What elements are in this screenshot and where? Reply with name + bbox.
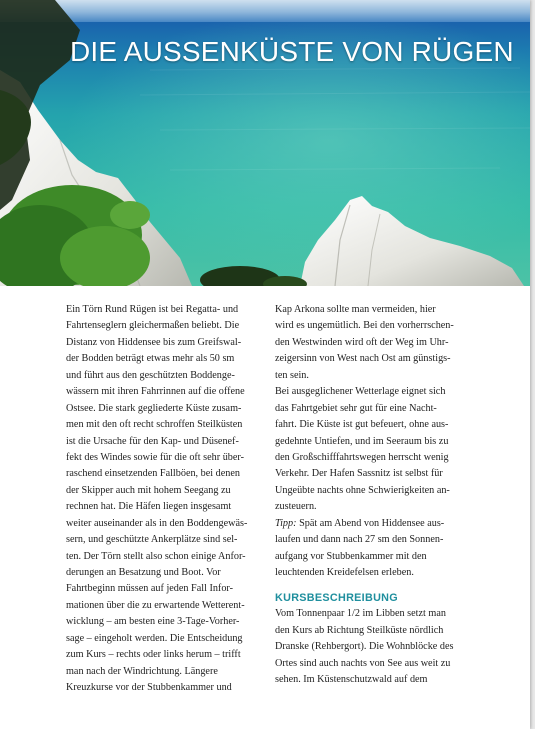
page-title: DIE AUSSENKÜSTE VON RÜGEN <box>70 36 514 67</box>
tip-line: aufgang vor Stubbenkammer mit den <box>275 550 427 562</box>
text-line: den Großschifffahrtswegen herrscht wenig <box>275 451 449 463</box>
text-line: Dranske (Rehbergort). Die Wohnblöcke des <box>275 641 454 653</box>
text-line: fahrt. Die Küste ist gut befeuert, ohne aus- <box>275 419 449 431</box>
article-column-left <box>66 302 266 697</box>
text-line: Ortes sind auch nachts von See aus weit zu <box>275 657 451 669</box>
text-line: zum Kurs – rechts oder links herum – trifft <box>66 649 241 661</box>
text-line: Verkehr. Der Hafen Sassnitz ist selbst für <box>275 468 443 480</box>
article-column-right <box>275 302 475 689</box>
text-line: raschend einsetzenden Fallböen, bei denen <box>66 468 240 480</box>
text-line: zusteuern. <box>275 501 317 513</box>
text-line: man nach der Windrichtung. Längere <box>66 665 218 677</box>
text-line: weiter auseinander als in den Boddengewäs- <box>66 517 248 529</box>
text-line: ten. Der Törn stellt also schon einige Anfor- <box>66 550 246 562</box>
text-line: Ungeübte nachts ohne Schwierigkeiten an- <box>275 484 450 496</box>
text-line: sern, und geschützte Ankerplätze sind sel- <box>66 534 238 546</box>
tip-label: Tipp: <box>275 517 297 529</box>
text-line: wicklung – am besten eine 3-Tage-Vorher- <box>66 616 240 628</box>
tip-line: laufen und dann nach 27 sm den Sonnen- <box>275 534 444 546</box>
text-line: gedehnte Untiefen, und im Seeraum bis zu <box>275 435 449 447</box>
text-line: ist die Ursache für den Kap- und Düsenef- <box>66 435 239 447</box>
text-line: Bei ausgeglichener Wetterlage eignet sich <box>275 386 446 398</box>
hero-photo <box>0 0 530 286</box>
text-line: Fahrtbeginn müssen auf jeden Fall Infor- <box>66 583 233 595</box>
text-line: men mit den oft recht schroffen Steilküsten <box>66 419 243 431</box>
text-line: fekt des Windes sowie für die oft sehr über- <box>66 451 244 463</box>
text-line: Ostsee. Die stark gegliederte Küste zusam- <box>66 402 242 414</box>
tip-line <box>275 516 475 532</box>
text-line: den Westwinden wird oft der Weg im Uhr- <box>275 336 449 348</box>
text-line: den Kurs ab Richtung Steilküste nördlich <box>275 624 444 636</box>
text-line: der Skipper auch mit hohem Seegang zu <box>66 484 231 496</box>
tip-line: leuchtenden Kreidefelsen erleben. <box>275 567 414 578</box>
text-line: Kap Arkona sollte man vermeiden, hier <box>275 304 436 315</box>
text-line: das Fahrtgebiet sehr gut für eine Nacht- <box>275 402 437 414</box>
text-line: sage – eingeholt werden. Die Entscheidung <box>66 632 243 644</box>
text-line: Kreuzkurse vor der Stubbenkammer und <box>66 682 232 694</box>
text-line: Vom Tonnenpaar 1/2 im Libben setzt man <box>275 608 446 620</box>
text-line: der Bodden beträgt etwas mehr als 50 sm <box>66 353 235 365</box>
text-line: rechnen hat. Die Häfen liegen insgesamt <box>66 501 232 513</box>
text-line: Fahrtenseglern gleichermaßen beliebt. Die <box>66 320 240 332</box>
text-line: wässern mit ihren Fahrrinnen auf die offene <box>66 386 245 398</box>
text-line: ten sein. <box>275 369 309 381</box>
text-line: zeigersinn von West nach Ost am günstigs- <box>275 353 451 365</box>
text-line: mationen über die zu erwartende Wetterent- <box>66 599 245 611</box>
text-line: und führt aus den geschützten Boddenge- <box>66 369 235 381</box>
text-line: Distanz von Hiddensee bis zum Greifswal- <box>66 336 242 348</box>
text-line: sehen. Im Küstenschutzwald auf dem <box>275 674 428 686</box>
text-line: derungen an Besatzung und Boot. Vor <box>66 567 221 578</box>
text-line: wird es ungemütlich. Bei den vorherrschen- <box>275 320 454 332</box>
section-heading: KURSBESCHREIBUNG <box>275 592 398 605</box>
tip-text: Spät am Abend von Hiddensee aus- <box>296 517 445 529</box>
text-line: Ein Törn Rund Rügen ist bei Regatta- und <box>66 304 239 315</box>
